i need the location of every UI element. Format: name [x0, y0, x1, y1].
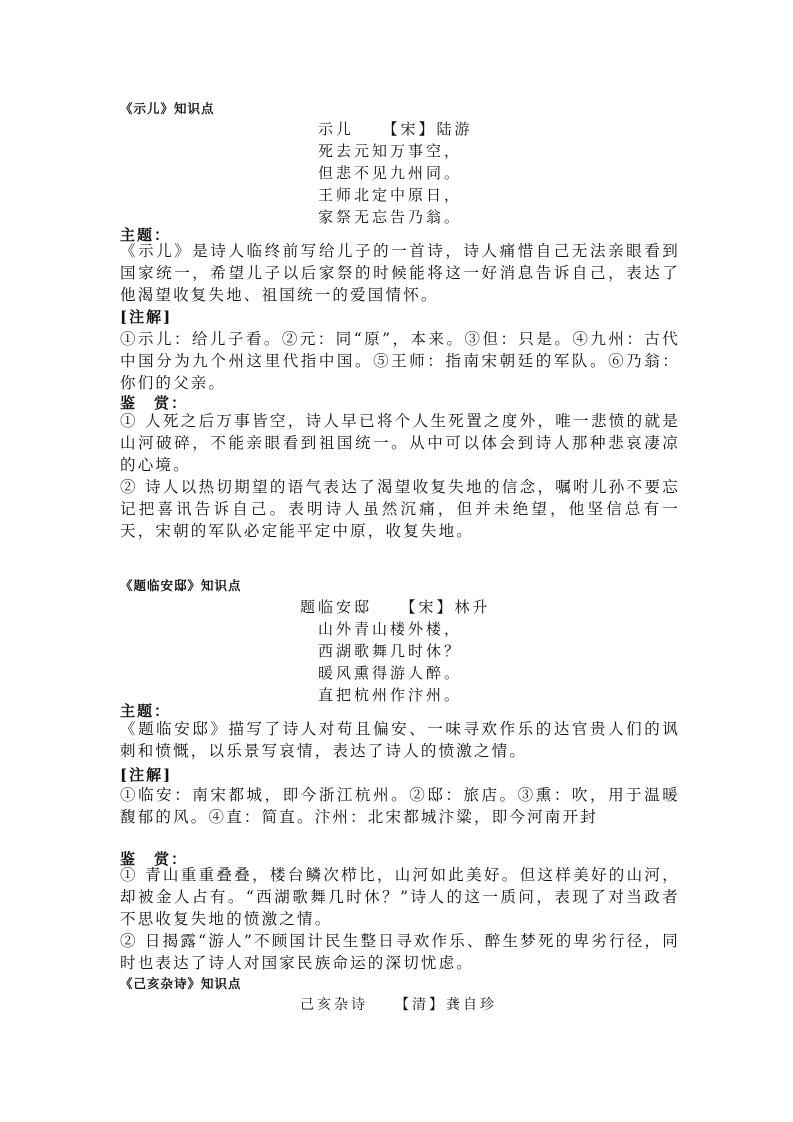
- appreciation-paragraph: ① 青山重重叠叠，楼台鳞次栉比，山河如此美好。但这样美好的山河，却被金人占有。“西湖歌舞几时休？”诗人的这一质问，表现了对当政者不思收复失地的愤激之情。: [120, 866, 680, 928]
- notes-paragraph: ①临安：南宋都城，即今浙江杭州。②邸：旅店。③熏：吹，用于温暖馥郁的风。④直：简直。汴州：北宋都城汴粱，即今河南开封: [120, 786, 680, 826]
- notes-heading: [注解]: [120, 766, 173, 784]
- poem-line: 暖风熏得游人醉。: [318, 664, 463, 682]
- poem-line: 直把杭州作汴州。: [318, 686, 463, 704]
- appreciation-heading: 鉴 赏：: [120, 394, 189, 412]
- poem-heading: 示儿 【宋】陆游: [318, 120, 473, 138]
- appreciation-heading: 鉴 赏：: [120, 850, 189, 868]
- poem-heading: 己亥杂诗 【清】龚自珍: [300, 997, 497, 1013]
- notes-heading: [注解]: [120, 308, 173, 326]
- theme-heading: 主题：: [120, 702, 172, 720]
- section-title-ti-lin-an-di: 《题临安邸》知识点: [120, 578, 242, 593]
- poem-line: 但悲不见九州同。: [318, 164, 463, 182]
- poem-heading: 题临安邸 【宋】林升: [300, 598, 491, 616]
- theme-heading: 主题：: [120, 226, 172, 244]
- poem-line: 山外青山楼外楼，: [318, 620, 463, 638]
- theme-paragraph: 《示儿》是诗人临终前写给儿子的一首诗，诗人痛惜自己无法亲眼看到国家统一，希望儿子以后家祭的时候能将这一好消息告诉自己，表达了他渴望收复失地、祖国统一的爱国情怀。: [120, 242, 680, 304]
- appreciation-paragraph: ① 人死之后万事皆空，诗人早已将个人生死置之度外，唯一悲愤的就是山河破碎，不能亲眼看到祖国统一。从中可以体会到诗人那种悲哀凄凉的心境。: [120, 412, 680, 474]
- section-title-ji-hai-za-shi: 《己亥杂诗》知识点: [120, 976, 242, 991]
- section-title-shi-er: 《示儿》知识点: [120, 101, 215, 116]
- appreciation-paragraph: ② 诗人以热切期望的语气表达了渴望收复失地的信念，嘱咐儿孙不要忘记把喜讯告诉自己。表明诗人虽然沉痛，但并未绝望，他坚信总有一天，宋朝的军队必定能平定中原，收复失地。: [120, 478, 680, 540]
- poem-line: 西湖歌舞几时休？: [318, 642, 463, 660]
- poem-line: 死去元知万事空，: [318, 142, 463, 160]
- appreciation-paragraph: ② 日揭露“游人”不顾国计民生整日寻欢作乐、醉生梦死的卑劣行径，同时也表达了诗人对国家民族命运的深切忧虑。: [120, 932, 680, 972]
- notes-paragraph: ①示儿：给儿子看。②元：同“原”，本来。③但：只是。④九州：古代中国分为九个州这里代指中国。⑤王师：指南宋朝廷的军队。⑥乃翁：你们的父亲。: [120, 330, 680, 392]
- poem-line: 家祭无忘告乃翁。: [318, 208, 463, 226]
- poem-line: 王师北定中原日，: [318, 186, 463, 204]
- theme-paragraph: 《题临安邸》描写了诗人对苟且偏安、一味寻欢作乐的达官贵人们的讽刺和愤慨，以乐景写哀情，表达了诗人的愤激之情。: [120, 720, 680, 760]
